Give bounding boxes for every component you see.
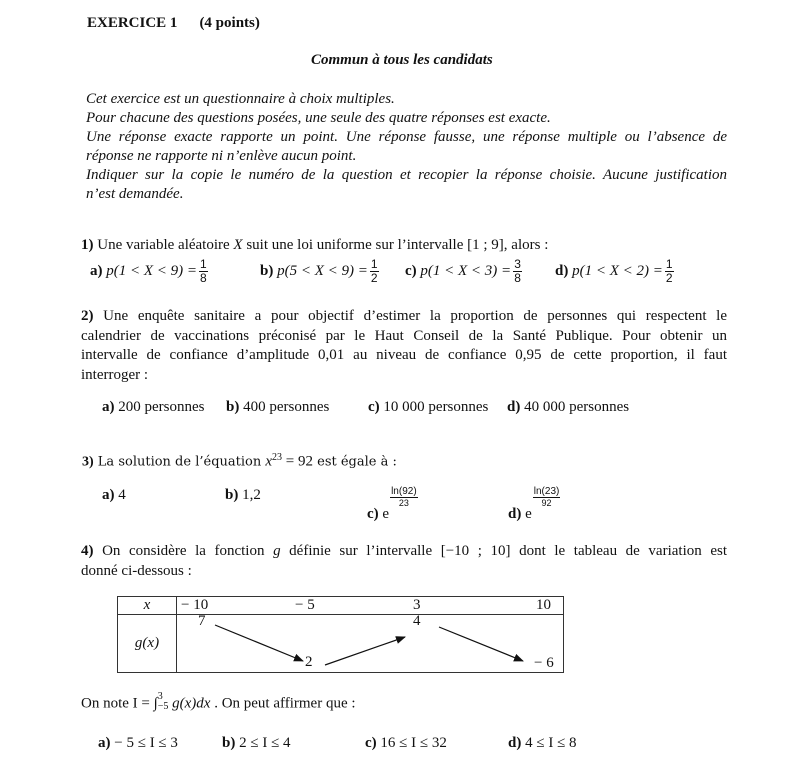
increasing-arrow xyxy=(325,637,405,665)
exercise-number: EXERCICE 1 xyxy=(87,15,178,31)
answer-label: b) xyxy=(222,735,236,751)
decreasing-arrow xyxy=(215,625,303,661)
q4-answer-b[interactable] xyxy=(222,735,291,752)
question-number: 3) xyxy=(82,454,94,470)
x-value: − 10 xyxy=(181,597,209,613)
answer-label: a) xyxy=(102,399,115,415)
g-value: 7 xyxy=(198,613,206,629)
integral-statement xyxy=(81,691,356,714)
answer-expr: p(1 < X < 3) = xyxy=(420,262,512,279)
instruction-line: réponse ne rapporte ni n’enlève aucun point. xyxy=(86,148,357,164)
answer-label: d) xyxy=(508,506,522,522)
answer-text: 4 ≤ I ≤ 8 xyxy=(521,735,577,751)
lower-bound: −5 xyxy=(157,701,169,712)
answer-expr: p(1 < X < 9) = xyxy=(106,262,198,279)
denominator: 2 xyxy=(665,271,673,285)
x-header: x xyxy=(118,597,177,615)
exp-base: e xyxy=(521,506,532,522)
instruction-line: Cet exercice est un questionnaire à choix multiples. xyxy=(86,91,395,107)
instruction-line: n’est demandée. xyxy=(86,186,184,202)
variation-arrows xyxy=(177,615,565,673)
answer-label: c) xyxy=(367,506,379,522)
variation-table xyxy=(117,596,564,673)
x-value: 3 xyxy=(413,597,421,613)
numerator: 1 xyxy=(370,257,378,271)
upper-bound: 3 xyxy=(157,691,163,702)
answer-text: 1,2 xyxy=(238,487,261,503)
denominator: 23 xyxy=(398,498,409,508)
numerator: ln(92) xyxy=(391,486,417,497)
q4-answer-a[interactable] xyxy=(98,735,178,752)
fraction xyxy=(513,258,522,285)
answer-expr: p(1 < X < 2) = xyxy=(572,262,663,279)
question-text: calendrier de vaccinations préconisé par le Haut Conseil de la Santé Publique. Pour obtenir un xyxy=(81,327,727,344)
denominator: 92 xyxy=(541,498,552,508)
answer-text: 40 000 personnes xyxy=(520,399,630,415)
answer-label: b) xyxy=(260,262,274,279)
g-value: 2 xyxy=(305,654,313,670)
g-value: 4 xyxy=(413,613,421,629)
answer-text: 200 personnes xyxy=(114,399,205,415)
fraction xyxy=(370,258,379,285)
q2-answer-b[interactable] xyxy=(226,399,329,416)
equation-rhs: = 92 xyxy=(282,453,313,470)
question-text: donné ci-dessous : xyxy=(81,562,192,579)
fraction xyxy=(199,258,208,285)
x-value: − 5 xyxy=(295,597,315,613)
integral-prefix: On note I = ∫ xyxy=(81,695,158,712)
question-4 xyxy=(81,542,727,581)
answer-text: 10 000 personnes xyxy=(379,399,489,415)
equation-exponent: 23 xyxy=(272,452,283,463)
subtitle: Commun à tous les candidats xyxy=(311,52,493,68)
q1-answer-b[interactable] xyxy=(260,258,379,285)
question-text: Une enquête sanitaire a pour objectif d’estimer la proportion de personnes qui respectent le xyxy=(93,308,727,324)
question-text: Une variable aléatoire xyxy=(97,237,234,253)
q1-answer-d[interactable] xyxy=(555,258,674,285)
question-text: est égale à : xyxy=(313,454,397,470)
answer-text: 400 personnes xyxy=(239,399,330,415)
answer-label: a) xyxy=(90,262,103,279)
numerator: ln(23) xyxy=(533,486,560,497)
question-number: 2) xyxy=(81,308,94,324)
exercise-points: (4 points) xyxy=(199,15,260,31)
question-text: définie sur l’intervalle [−10 ; 10] dont le tableau de variation est xyxy=(280,543,727,559)
variation-cell xyxy=(177,615,564,673)
q3-answer-d[interactable] xyxy=(508,487,560,523)
answer-text: − 5 ≤ I ≤ 3 xyxy=(110,735,178,751)
answer-label: a) xyxy=(102,487,115,503)
question-text: On considère la fonction xyxy=(93,543,274,559)
answer-label: d) xyxy=(555,262,569,279)
answer-text: 2 ≤ I ≤ 4 xyxy=(235,735,291,751)
question-number: 1) xyxy=(81,237,94,253)
answer-label: d) xyxy=(508,735,522,751)
answer-text: 16 ≤ I ≤ 32 xyxy=(376,735,447,751)
equation-base: x xyxy=(265,453,273,470)
question-3 xyxy=(82,452,397,471)
question-1 xyxy=(81,237,548,254)
function-name: g xyxy=(273,543,281,559)
q2-answer-d[interactable] xyxy=(507,399,629,416)
fraction xyxy=(665,258,674,285)
instruction-line: Une réponse exacte rapporte un point. Une réponse fausse, une réponse multiple ou l’absence de xyxy=(86,129,727,145)
answer-label: d) xyxy=(507,399,521,415)
q3-answer-c[interactable] xyxy=(367,487,418,523)
q4-answer-d[interactable] xyxy=(508,735,577,752)
denominator: 8 xyxy=(200,271,207,285)
q1-answer-c[interactable] xyxy=(405,258,522,285)
question-text: La solution de l’équation xyxy=(93,454,266,470)
answer-label: c) xyxy=(365,735,377,751)
question-2 xyxy=(81,307,727,385)
denominator: 8 xyxy=(514,271,521,285)
numerator: 1 xyxy=(200,257,207,271)
q2-answer-a[interactable] xyxy=(102,399,205,416)
exponent-fraction xyxy=(390,487,418,508)
instruction-line: Pour chacune des questions posées, une seule des quatre réponses est exacte. xyxy=(86,110,551,126)
question-number: 4) xyxy=(81,543,94,559)
question-text: suit une loi uniforme sur l’intervalle [1 ; 9], alors : xyxy=(242,237,549,253)
g-value: − 6 xyxy=(534,655,554,671)
x-values-row xyxy=(177,597,564,615)
instructions xyxy=(86,90,727,204)
question-text: interroger : xyxy=(81,366,149,383)
x-value: 10 xyxy=(536,597,551,613)
answer-label: a) xyxy=(98,735,111,751)
integrand: g(x)dx xyxy=(168,695,211,712)
exercise-title xyxy=(87,15,260,32)
answer-label: b) xyxy=(226,399,240,415)
g-header: g(x) xyxy=(118,615,177,673)
q3-answer-a[interactable] xyxy=(102,487,126,504)
variable: X xyxy=(233,237,243,253)
integral-suffix: . On peut affirmer que : xyxy=(210,695,356,712)
denominator: 2 xyxy=(370,271,378,285)
answer-expr: p(5 < X < 9) = xyxy=(277,262,368,279)
answer-label: c) xyxy=(368,399,380,415)
answer-text: 4 xyxy=(114,487,126,503)
answer-label: c) xyxy=(405,262,417,279)
numerator: 1 xyxy=(665,257,673,271)
answer-label: b) xyxy=(225,487,239,503)
q1-answer-a[interactable] xyxy=(90,258,208,285)
instruction-line: Indiquer sur la copie le numéro de la question et recopier la réponse choisie. Aucune justification xyxy=(86,167,727,183)
q3-answer-b[interactable] xyxy=(225,487,261,504)
question-text: intervalle de confiance d’amplitude 0,01 au niveau de confiance 0,95 de cette proportion, il faut xyxy=(81,347,727,363)
q4-answer-c[interactable] xyxy=(365,735,447,752)
q2-answer-c[interactable] xyxy=(368,399,488,416)
numerator: 3 xyxy=(514,257,521,271)
integral-bounds xyxy=(158,692,169,712)
exp-base: e xyxy=(378,506,390,522)
decreasing-arrow xyxy=(439,627,523,661)
exponent-fraction xyxy=(533,487,561,508)
